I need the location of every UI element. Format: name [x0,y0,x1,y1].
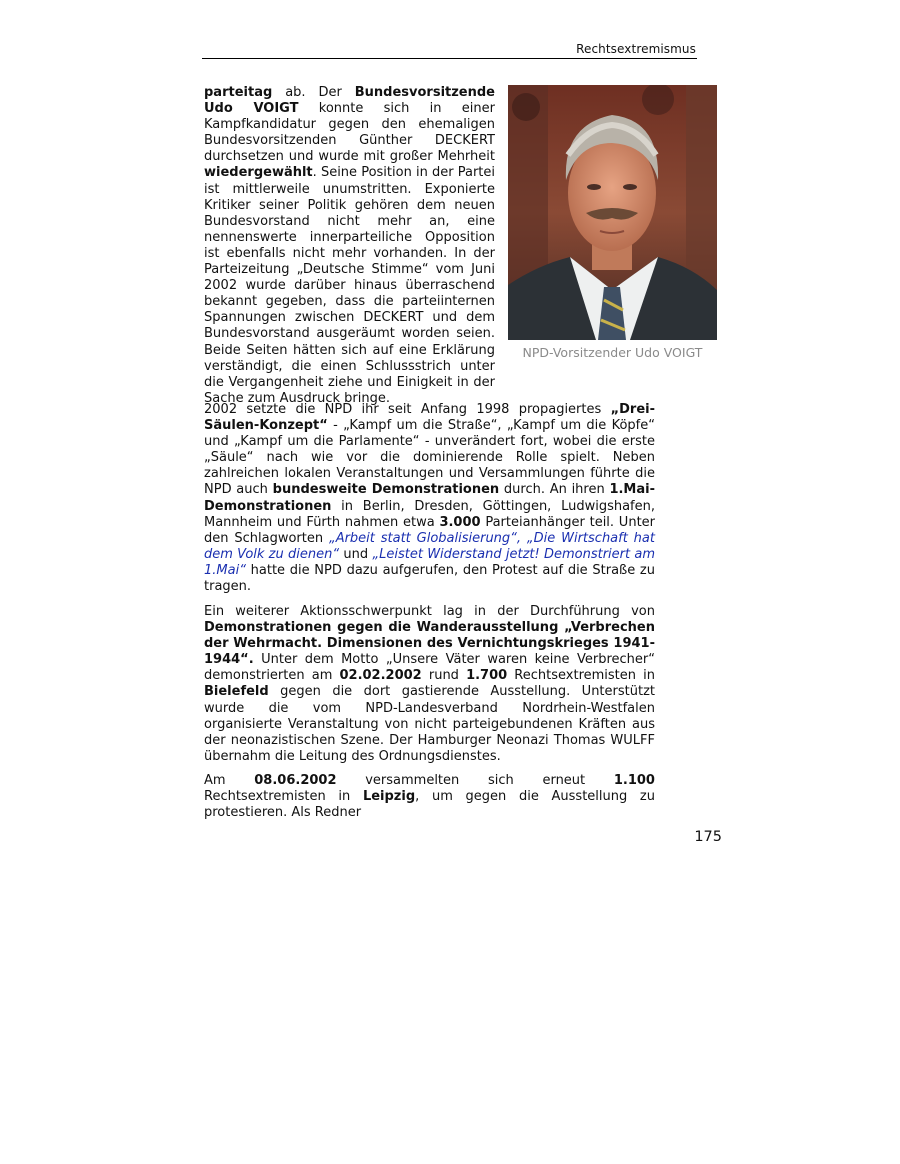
text-bold: 08.06.2002 [254,773,337,788]
text-run: Rechtsextremisten in [507,668,655,684]
text-run: . Seine Position in der Partei ist mittlerweile unumstritten. Exponierte Kritiker seiner Politik gehören dem neuen Bundesvorstand nicht mehr an, eine nennenswerte innerparteiliche Opposition ist ebenfalls nicht mehr vorhanden. In der Parteizeitung „Deutsche Stimme“ vom Juni 2002 wurde darüber hinaus überraschend bekannt gegeben, dass die parteiinternen Spannungen zwischen DECKERT und dem Bundesvorstand ausgeräumt worden seien. Beide Seiten hätten sich auf eine Erklärung verständigt, die einen Schlussstrich unter die Vergangenheit ziehe und Einigkeit in der Sache zum Ausdruck bringe. [204,165,495,406]
text-run: konnte sich in einer Kampfkandidatur gegen den ehemaligen Bundesvorsitzenden Günther DECKERT durchsetzen und wurde mit großer Mehrheit [204,101,495,165]
text-bold: 3.000 [439,514,481,530]
text-run: - „Kampf um die Straße“, „Kampf um die Köpfe“ und „Kampf um die Parlamente“ - unverändert fort, wobei die erste „Säule“ nach wie vor die dominierende Rolle spielt. Neben zahlreichen lokalen Veranstaltungen und Versammlungen führte die NPD auch [204,418,655,498]
text-run: gegen die dort gastierende Ausstellung. Unterstützt wurde die vom NPD-Landesverband Nordrhein-Westfalen organisierte Veranstaltung von nicht parteigebundenen Kräften aus der neonazistischen Szene. Der Hamburger Neonazi Thomas WULFF übernahm die Leitung des Ordnungsdienstes. [204,684,655,764]
text-bold: Leipzig [362,789,416,805]
text-bold: Demonstrationen gegen die Wanderausstellung „Verbrechen der Wehrmacht. Dimensionen des Vernichtungskrieges 1941-1944“. [204,620,655,668]
running-header: Rechtsextremismus [576,42,696,56]
text-run: in Berlin, Dresden, Göttingen, Ludwigshafen, Mannheim und Fürth nahmen etwa [204,498,655,530]
slogan-quote: „Arbeit statt Globalisierung“, „Die Wirtschaft hat dem Volk zu dienen“ [204,530,655,562]
text-run: Ein weiterer Aktionsschwerpunkt lag in der Durchführung von [204,604,655,619]
text-bold: bundesweite Demonstrationen [272,482,500,498]
text-run: , um gegen die Ausstellung zu protestieren. Als Redner [204,789,655,821]
text-run: und [339,546,373,562]
text-bold: Bundesvorsitzende Udo VOIGT [204,85,495,117]
text-bold: 1.Mai-Demonstrationen [204,482,655,514]
slogan-quote: „Leistet Widerstand jetzt! Demonstriert am 1.Mai“ [204,546,656,578]
text-run: Am [204,773,255,788]
text-bold: parteitag [204,85,273,100]
text-run: Unter dem Motto „Unsere Väter waren keine Verbrecher“ demonstrierten am [204,652,655,684]
header-rule [202,58,697,59]
text-run: 2002 setzte die NPD ihr seit Anfang 1998 propagiertes [204,402,611,417]
text-run: Parteianhänger teil. Unter den Schlagworten [204,514,656,546]
text-bold: „Drei-Säulen-Konzept“ [204,402,655,434]
paragraph-voigt [204,85,495,407]
paragraph-wehrmacht [204,604,655,765]
page-number: 175 [694,829,722,845]
text-bold: Bielefeld [204,684,269,700]
text-run: versammelten sich erneut [336,773,614,788]
text-run: rund [421,668,467,684]
text-bold: wiedergewählt [204,165,313,181]
text-run: Rechtsextremisten in [204,789,363,805]
text-run: durch. An ihren [499,482,610,498]
portrait-image [508,85,717,340]
photo-caption: NPD-Vorsitzender Udo VOIGT [522,345,703,360]
paragraph-leipzig [204,773,655,821]
text-bold: 02.02.2002 [339,668,422,684]
paragraph-drei-saeulen [204,402,655,595]
text-bold: 1.100 [613,773,655,788]
portrait-photo [508,85,717,340]
text-run: ab. Der [272,85,355,100]
text-bold: 1.700 [466,668,508,684]
text-run: hatte die NPD dazu aufgerufen, den Protest auf die Straße zu tragen. [204,562,655,595]
